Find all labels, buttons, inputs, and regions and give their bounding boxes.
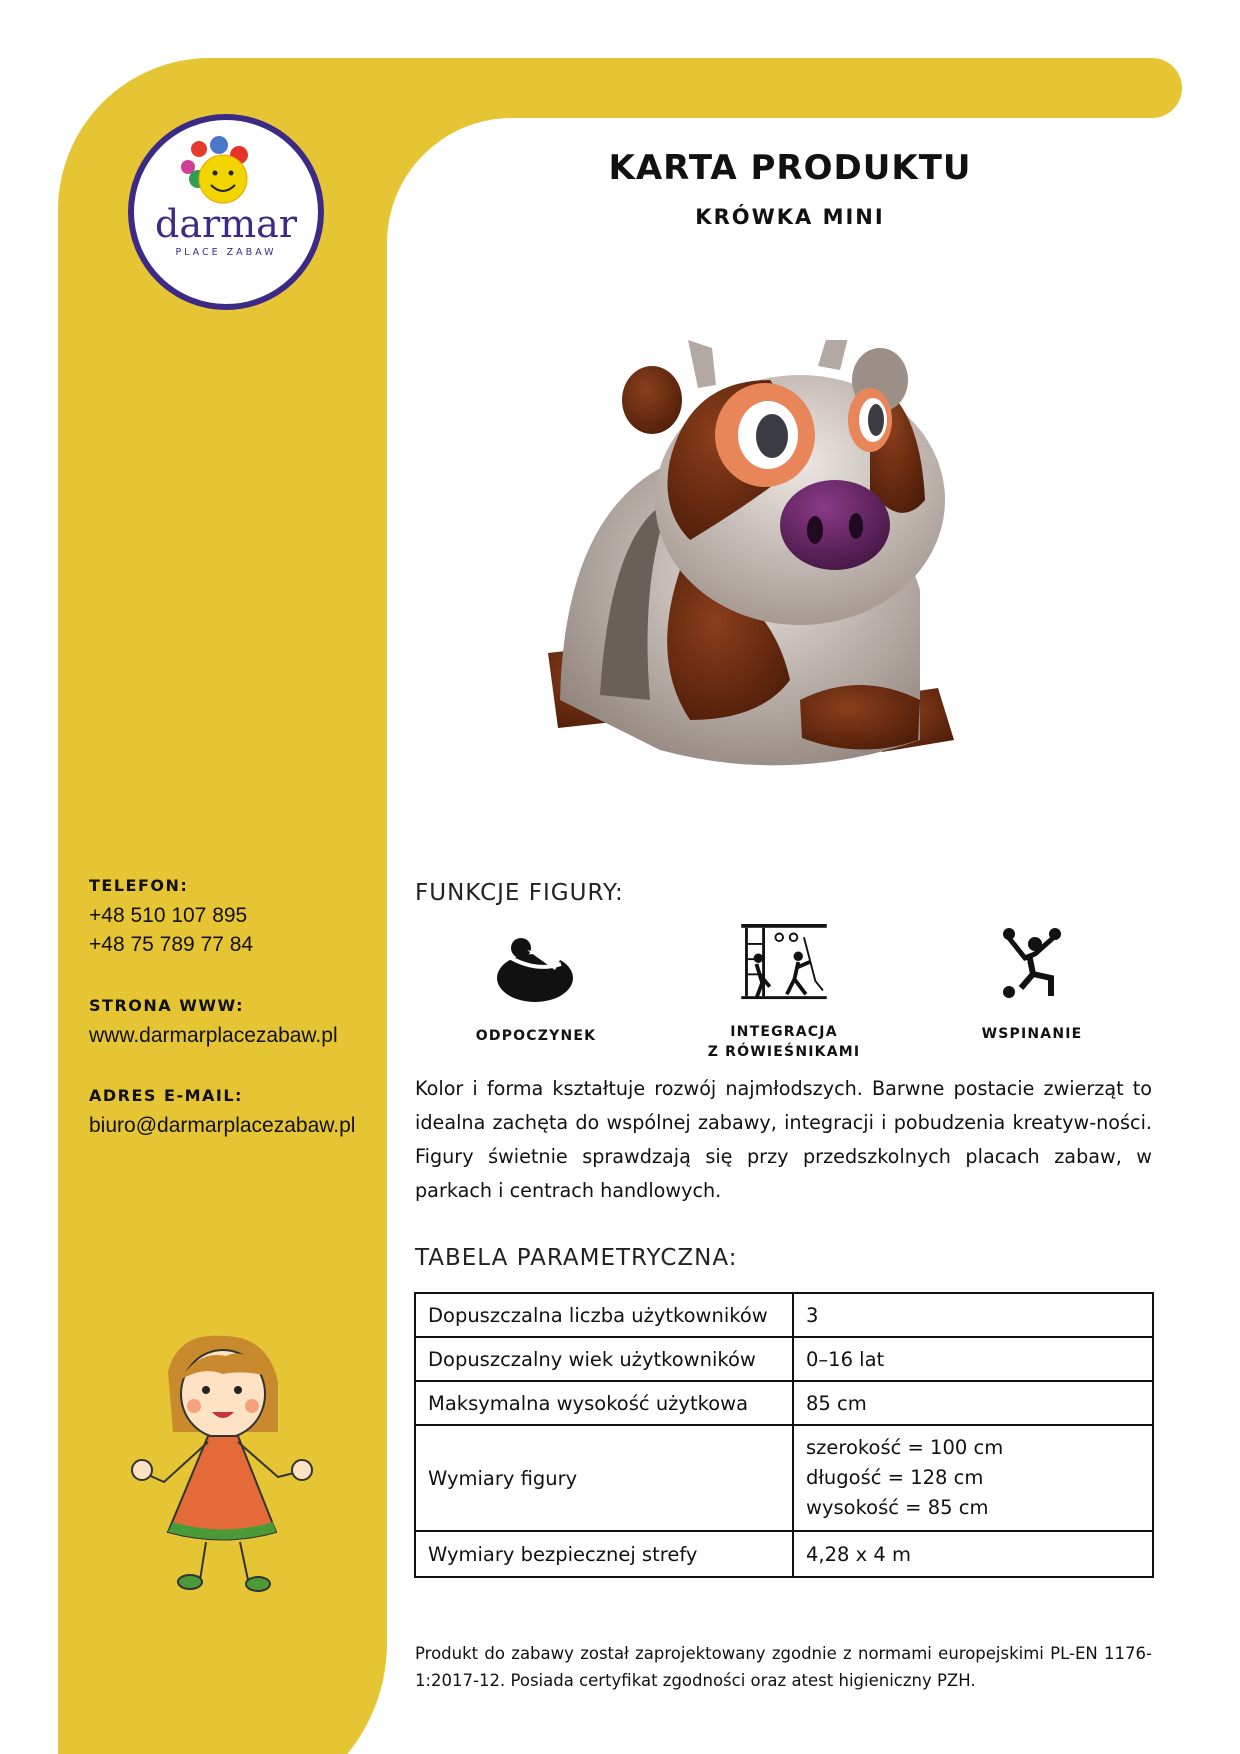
climbing-icon xyxy=(987,926,1077,1002)
certification-note: Produkt do zabawy został zaprojektowany zgodnie z normami europejskimi PL-EN 1176-1:2017-12. Posiada certyfikat zgodności oraz atest higieniczny PZH. xyxy=(415,1644,1152,1690)
feature-integration xyxy=(684,924,884,1062)
param-value: 85 cm xyxy=(793,1381,1153,1425)
product-name: KRÓWKA MINI xyxy=(695,205,885,229)
feature-rest xyxy=(436,928,636,1046)
feature-climbing xyxy=(932,926,1132,1044)
www-label: STRONA WWW: xyxy=(89,996,245,1015)
param-value xyxy=(793,1425,1153,1531)
logo-tagline-text: PLACE ZABAW xyxy=(175,247,277,258)
logo-brand-text: darmar xyxy=(155,202,297,246)
param-name: Dopuszczalna liczba użytkowników xyxy=(415,1293,793,1337)
param-name: Dopuszczalny wiek użytkowników xyxy=(415,1337,793,1381)
table-row xyxy=(415,1293,1153,1337)
dimension-length: długość = 128 cm xyxy=(806,1466,984,1489)
param-value: 0–16 lat xyxy=(793,1337,1153,1381)
email-label: ADRES E-MAIL: xyxy=(89,1086,243,1105)
product-image-cow xyxy=(540,340,1070,780)
param-name: Maksymalna wysokość użytkowa xyxy=(415,1381,793,1425)
table-row xyxy=(415,1425,1153,1531)
dimension-height: wysokość = 85 cm xyxy=(806,1496,989,1519)
param-name: Wymiary figury xyxy=(415,1425,793,1531)
feature-label: ODPOCZYNEK xyxy=(475,1028,597,1044)
dimension-width: szerokość = 100 cm xyxy=(806,1436,1004,1459)
rest-icon xyxy=(491,928,581,1004)
website-link[interactable]: www.darmarplacezabaw.pl xyxy=(89,1024,338,1047)
param-value: 4,28 x 4 m xyxy=(793,1531,1153,1577)
integration-icon xyxy=(739,924,829,1000)
params-table xyxy=(414,1292,1154,1578)
email-link[interactable]: biuro@darmarplacezabaw.pl xyxy=(89,1114,356,1137)
phone-number[interactable]: +48 510 107 895 xyxy=(89,904,248,927)
table-row xyxy=(415,1531,1153,1577)
feature-label: WSPINANIE xyxy=(981,1026,1083,1042)
table-row xyxy=(415,1381,1153,1425)
girl-illustration xyxy=(128,1332,318,1592)
param-name: Wymiary bezpiecznej strefy xyxy=(415,1531,793,1577)
darmar-logo xyxy=(127,113,325,311)
product-description: Kolor i forma kształtuje rozwój najmłodszych. Barwne postacie zwierząt to idealna zachęta do wspólnej zabawy, integracji i pobudzenia kreatyw-ności. Figury świetnie sprawdzają się przy przedszkolnych placach zabaw, w parkach i centrach handlowych. xyxy=(415,1077,1152,1202)
page-title: KARTA PRODUKTU xyxy=(608,148,972,188)
feature-label: INTEGRACJA Z RÓWIEŚNIKAMI xyxy=(707,1024,861,1060)
param-value: 3 xyxy=(793,1293,1153,1337)
phone-label: TELEFON: xyxy=(89,876,189,895)
features-heading: FUNKCJE FIGURY: xyxy=(415,880,624,906)
params-heading: TABELA PARAMETRYCZNA: xyxy=(415,1245,738,1271)
phone-number[interactable]: +48 75 789 77 84 xyxy=(89,933,254,956)
table-row xyxy=(415,1337,1153,1381)
